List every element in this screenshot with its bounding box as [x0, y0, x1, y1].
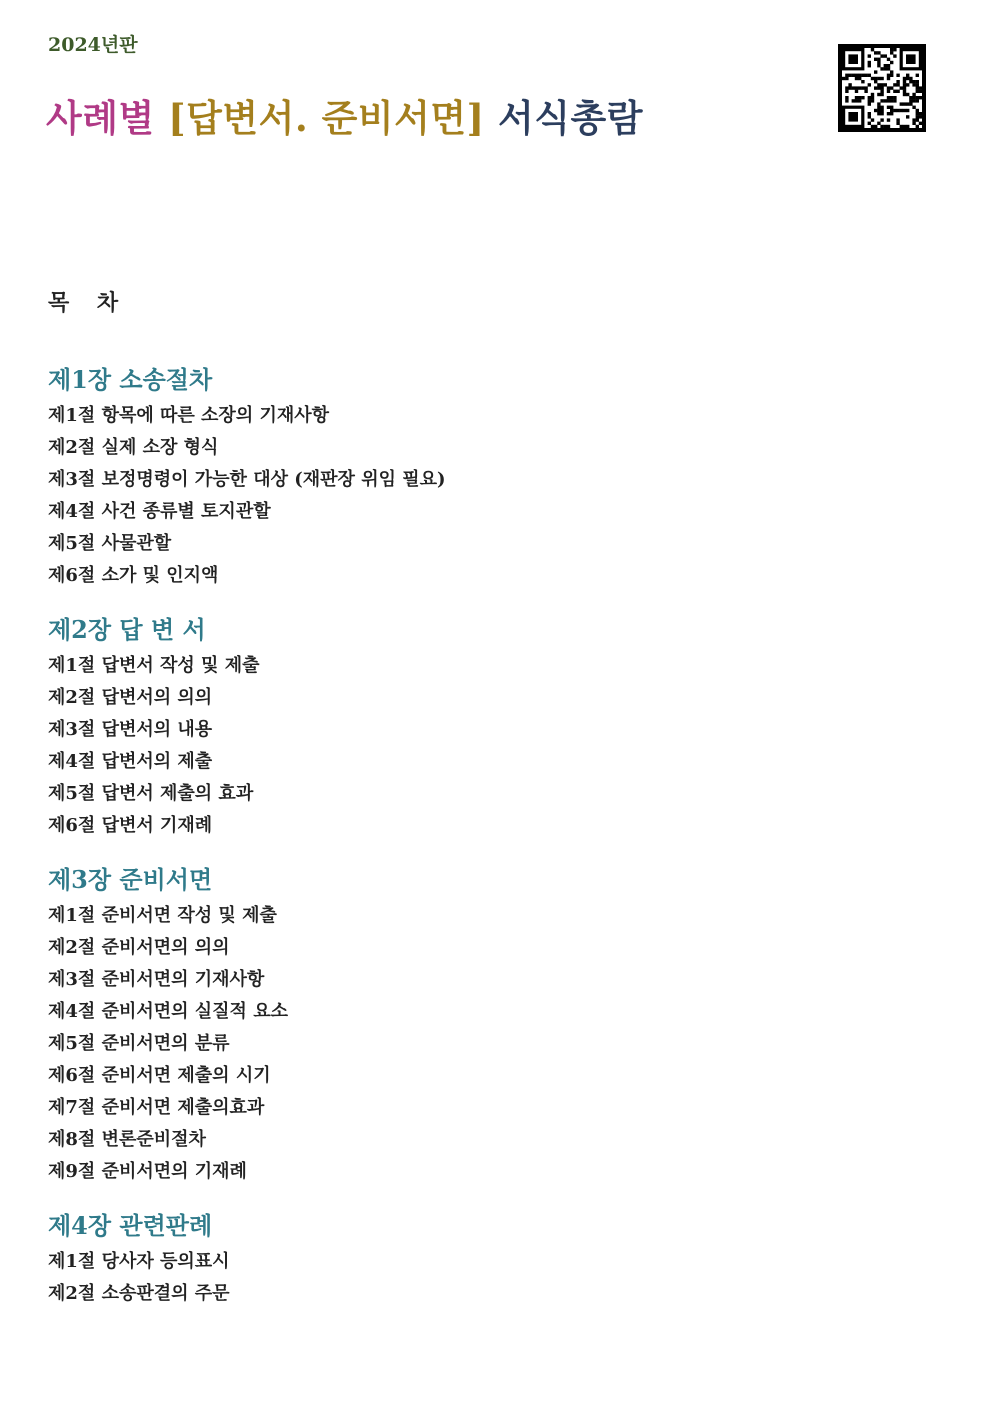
- section-item: 제6절 준비서면 제출의 시기: [48, 1065, 271, 1086]
- chapter-title: 제2장 답 변 서: [48, 615, 206, 644]
- qr-code-icon: [838, 44, 926, 132]
- chapter-title: 제4장 관련판례: [48, 1211, 213, 1240]
- section-item: 제3절 준비서면의 기재사항: [48, 969, 265, 990]
- section-item: 제1절 당사자 등의표시: [48, 1251, 230, 1272]
- section-item: 제5절 준비서면의 분류: [48, 1033, 230, 1054]
- section-item: 제4절 답변서의 제출: [48, 751, 213, 772]
- chapter: [48, 612, 928, 842]
- section-item: 제4절 사건 종류별 토지관할: [48, 501, 271, 522]
- chapter-title: 제1장 소송절차: [48, 365, 213, 394]
- title-part-compendium: 서식총람: [498, 96, 643, 140]
- chapter: [48, 862, 928, 1188]
- section-item: 제3절 보정명령이 가능한 대상 (재판장 위임 필요): [48, 469, 446, 490]
- section-item: 제2절 소송판결의 주문: [48, 1283, 230, 1304]
- title-part-forms: [답변서. 준비서면]: [168, 96, 485, 140]
- toc-heading: 목 차: [48, 290, 129, 316]
- section-item: 제1절 준비서면 작성 및 제출: [48, 905, 277, 926]
- section-item: 제1절 항목에 따른 소장의 기재사항: [48, 405, 330, 426]
- section-item: 제6절 답변서 기재례: [48, 815, 213, 836]
- chapter: [48, 362, 928, 592]
- title-part-case: 사례별: [46, 96, 155, 140]
- chapter-title: 제3장 준비서면: [48, 865, 213, 894]
- section-item: 제2절 실제 소장 형식: [48, 437, 219, 458]
- section-item: 제1절 답변서 작성 및 제출: [48, 655, 260, 676]
- section-item: 제5절 사물관할: [48, 533, 172, 554]
- edition-label: 2024년판: [48, 34, 138, 56]
- section-item: 제7절 준비서면 제출의효과: [48, 1097, 265, 1118]
- section-item: 제3절 답변서의 내용: [48, 719, 213, 740]
- section-item: 제4절 준비서면의 실질적 요소: [48, 1001, 288, 1022]
- section-item: 제5절 답변서 제출의 효과: [48, 783, 254, 804]
- chapter: [48, 1208, 928, 1310]
- section-item: 제6절 소가 및 인지액: [48, 565, 219, 586]
- section-item: 제8절 변론준비절차: [48, 1129, 206, 1150]
- table-of-contents: [48, 362, 928, 1330]
- section-item: 제2절 답변서의 의의: [48, 687, 213, 708]
- section-item: 제2절 준비서면의 의의: [48, 937, 230, 958]
- document-title: [46, 88, 643, 142]
- section-item: 제9절 준비서면의 기재례: [48, 1161, 247, 1182]
